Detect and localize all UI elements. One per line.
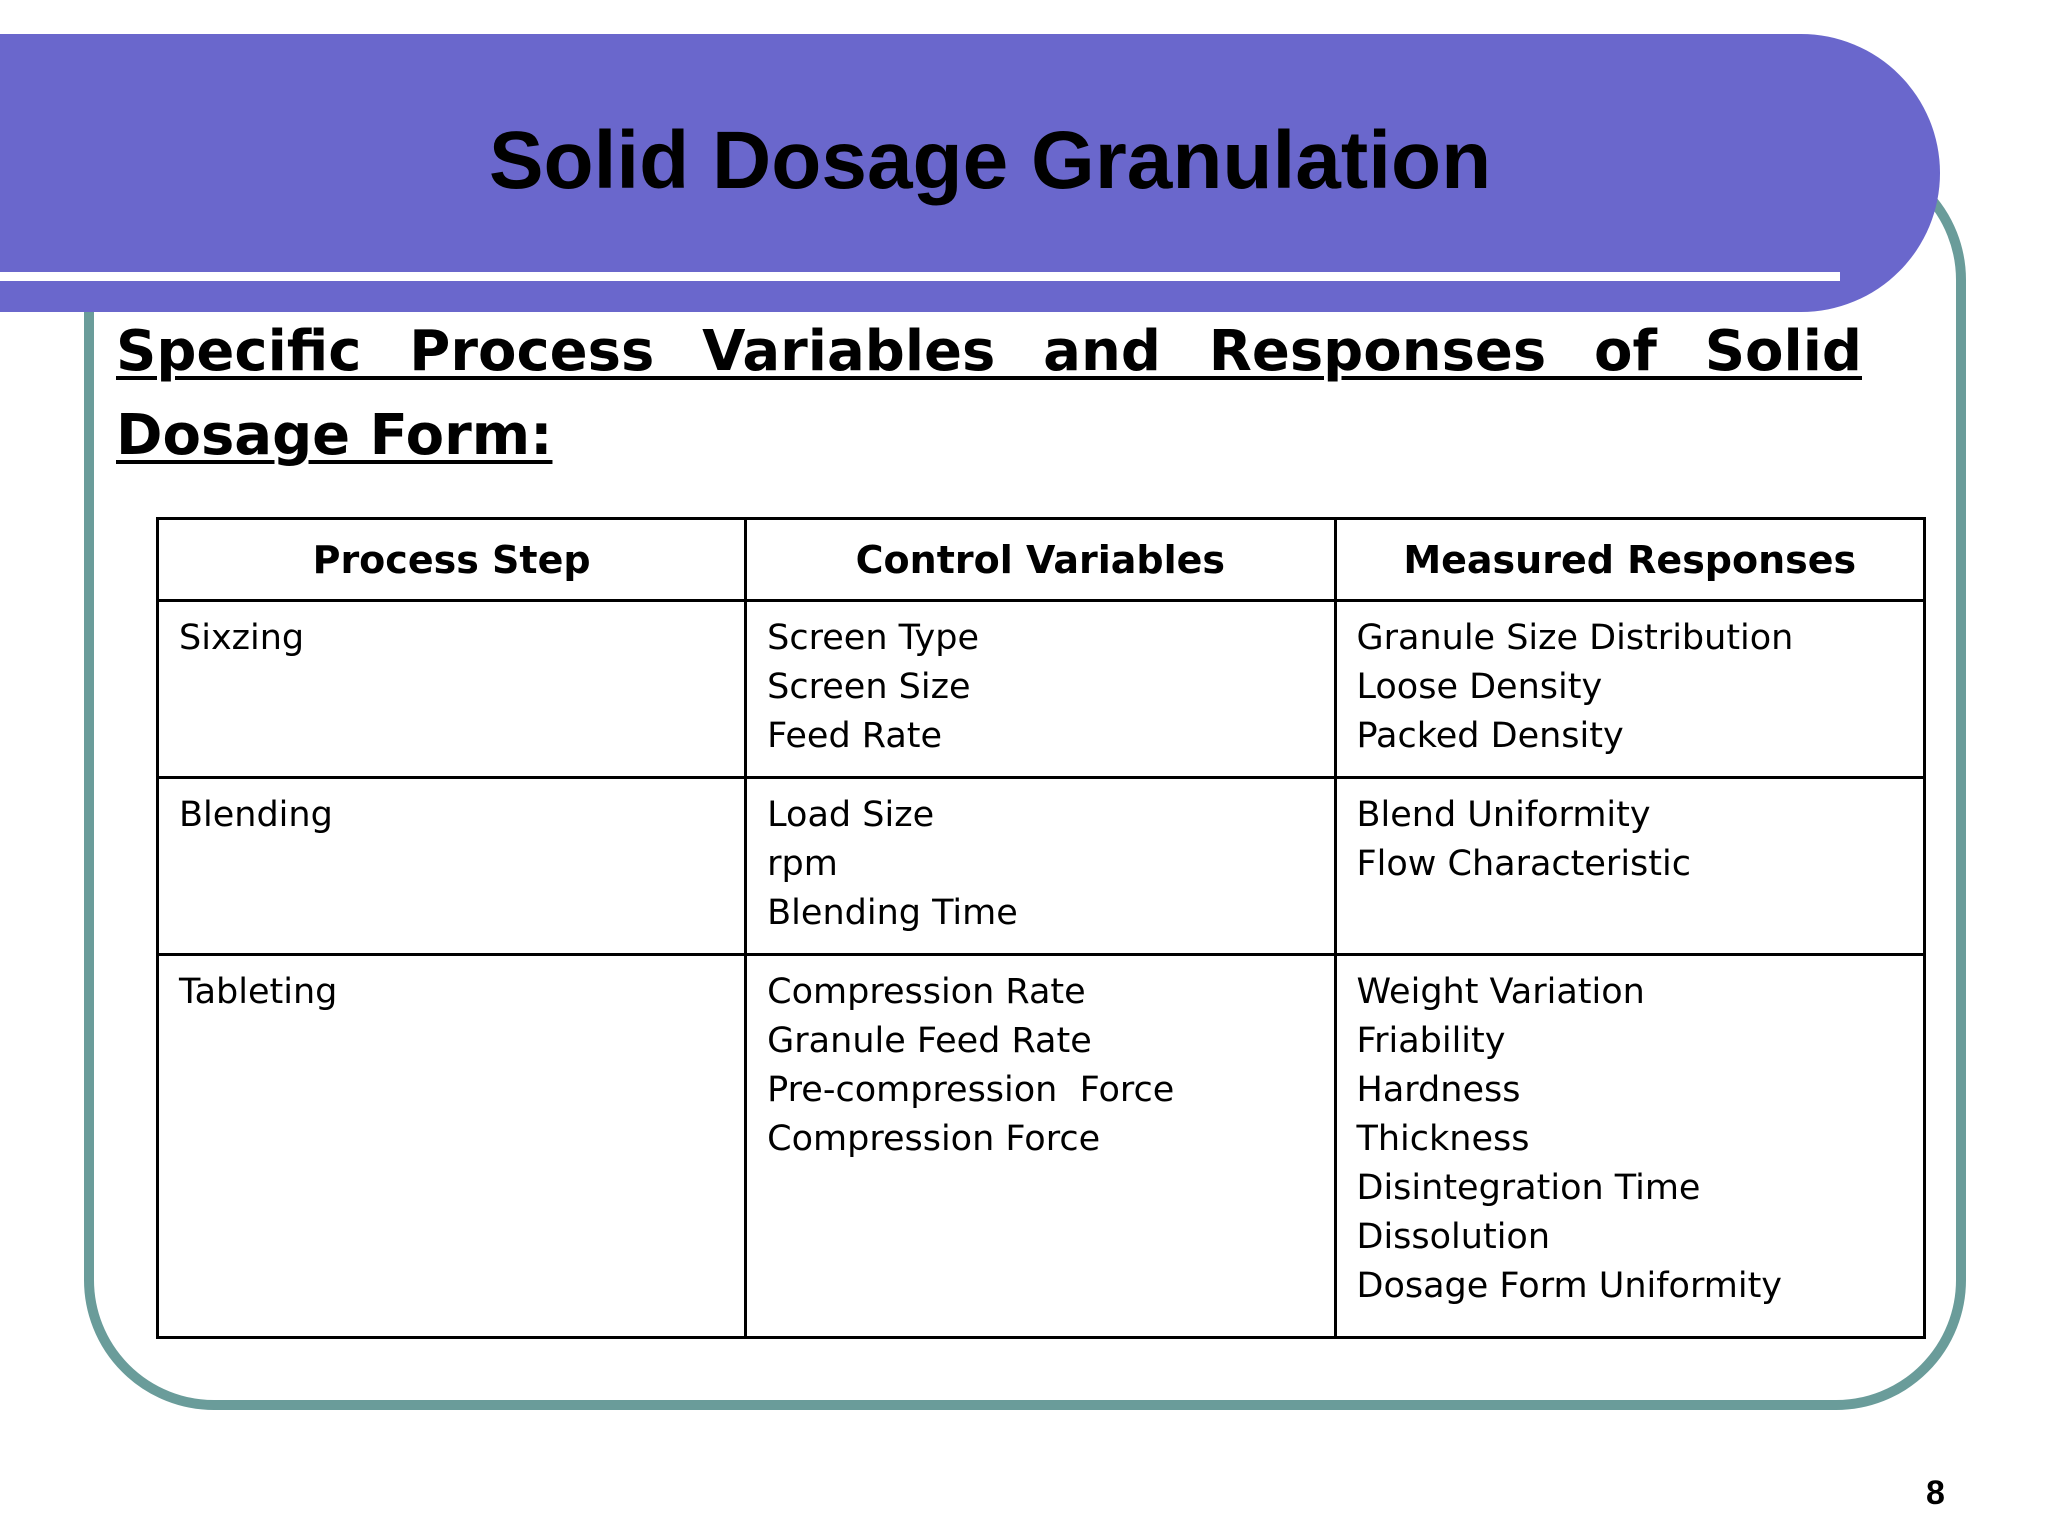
table-row [158, 778, 1925, 955]
measured-response: Flow Characteristic [1356, 844, 1691, 884]
measured-response: Hardness [1356, 1070, 1521, 1110]
measured-response: Dosage Form Uniformity [1356, 1266, 1783, 1306]
control-variable: Pre-compression Force [767, 1070, 1175, 1110]
measured-response: Friability [1356, 1021, 1506, 1061]
measured-responses-cell [1335, 601, 1925, 778]
process-step-cell [158, 778, 746, 955]
header-control-variables: Control Variables [746, 519, 1335, 601]
control-variable: Load Size [767, 795, 935, 835]
process-step-cell [158, 955, 746, 1338]
measured-response: Thickness [1356, 1119, 1530, 1159]
page-number: 8 [1926, 1474, 1945, 1512]
measured-response: Weight Variation [1356, 972, 1645, 1012]
process-step-text: Blending [179, 795, 333, 835]
measured-response: Loose Density [1356, 667, 1603, 707]
slide-title: Solid Dosage Granulation [488, 115, 1492, 206]
slide-subtitle: Specific Process Variables and Responses of Solid Dosage Form: [116, 319, 1862, 468]
measured-responses-cell [1335, 955, 1925, 1338]
measured-response: Dissolution [1356, 1217, 1551, 1257]
control-variables-cell [746, 601, 1335, 778]
process-variables-table [156, 517, 1926, 1339]
control-variable: Compression Force [767, 1119, 1101, 1159]
header-divider-line [0, 272, 1840, 281]
control-variable: rpm [767, 844, 838, 884]
control-variable: Screen Size [767, 667, 971, 707]
process-step-text: Sixzing [179, 618, 305, 658]
measured-responses-cell [1335, 778, 1925, 955]
measured-response: Granule Size Distribution [1356, 618, 1794, 658]
control-variable: Screen Type [767, 618, 980, 658]
table-row [158, 955, 1925, 1338]
process-step-text: Tableting [179, 972, 338, 1012]
measured-response: Blend Uniformity [1356, 795, 1651, 835]
control-variable: Compression Rate [767, 972, 1086, 1012]
control-variable: Blending Time [767, 893, 1018, 933]
measured-response: Disintegration Time [1356, 1168, 1701, 1208]
process-step-cell [158, 601, 746, 778]
control-variable: Granule Feed Rate [767, 1021, 1092, 1061]
control-variable: Feed Rate [767, 716, 943, 756]
control-variables-cell [746, 955, 1335, 1338]
header-process-step: Process Step [158, 519, 746, 601]
control-variables-cell [746, 778, 1335, 955]
table-header-row [158, 519, 1925, 601]
measured-response: Packed Density [1356, 716, 1624, 756]
header-measured-responses: Measured Responses [1335, 519, 1925, 601]
table-row [158, 601, 1925, 778]
